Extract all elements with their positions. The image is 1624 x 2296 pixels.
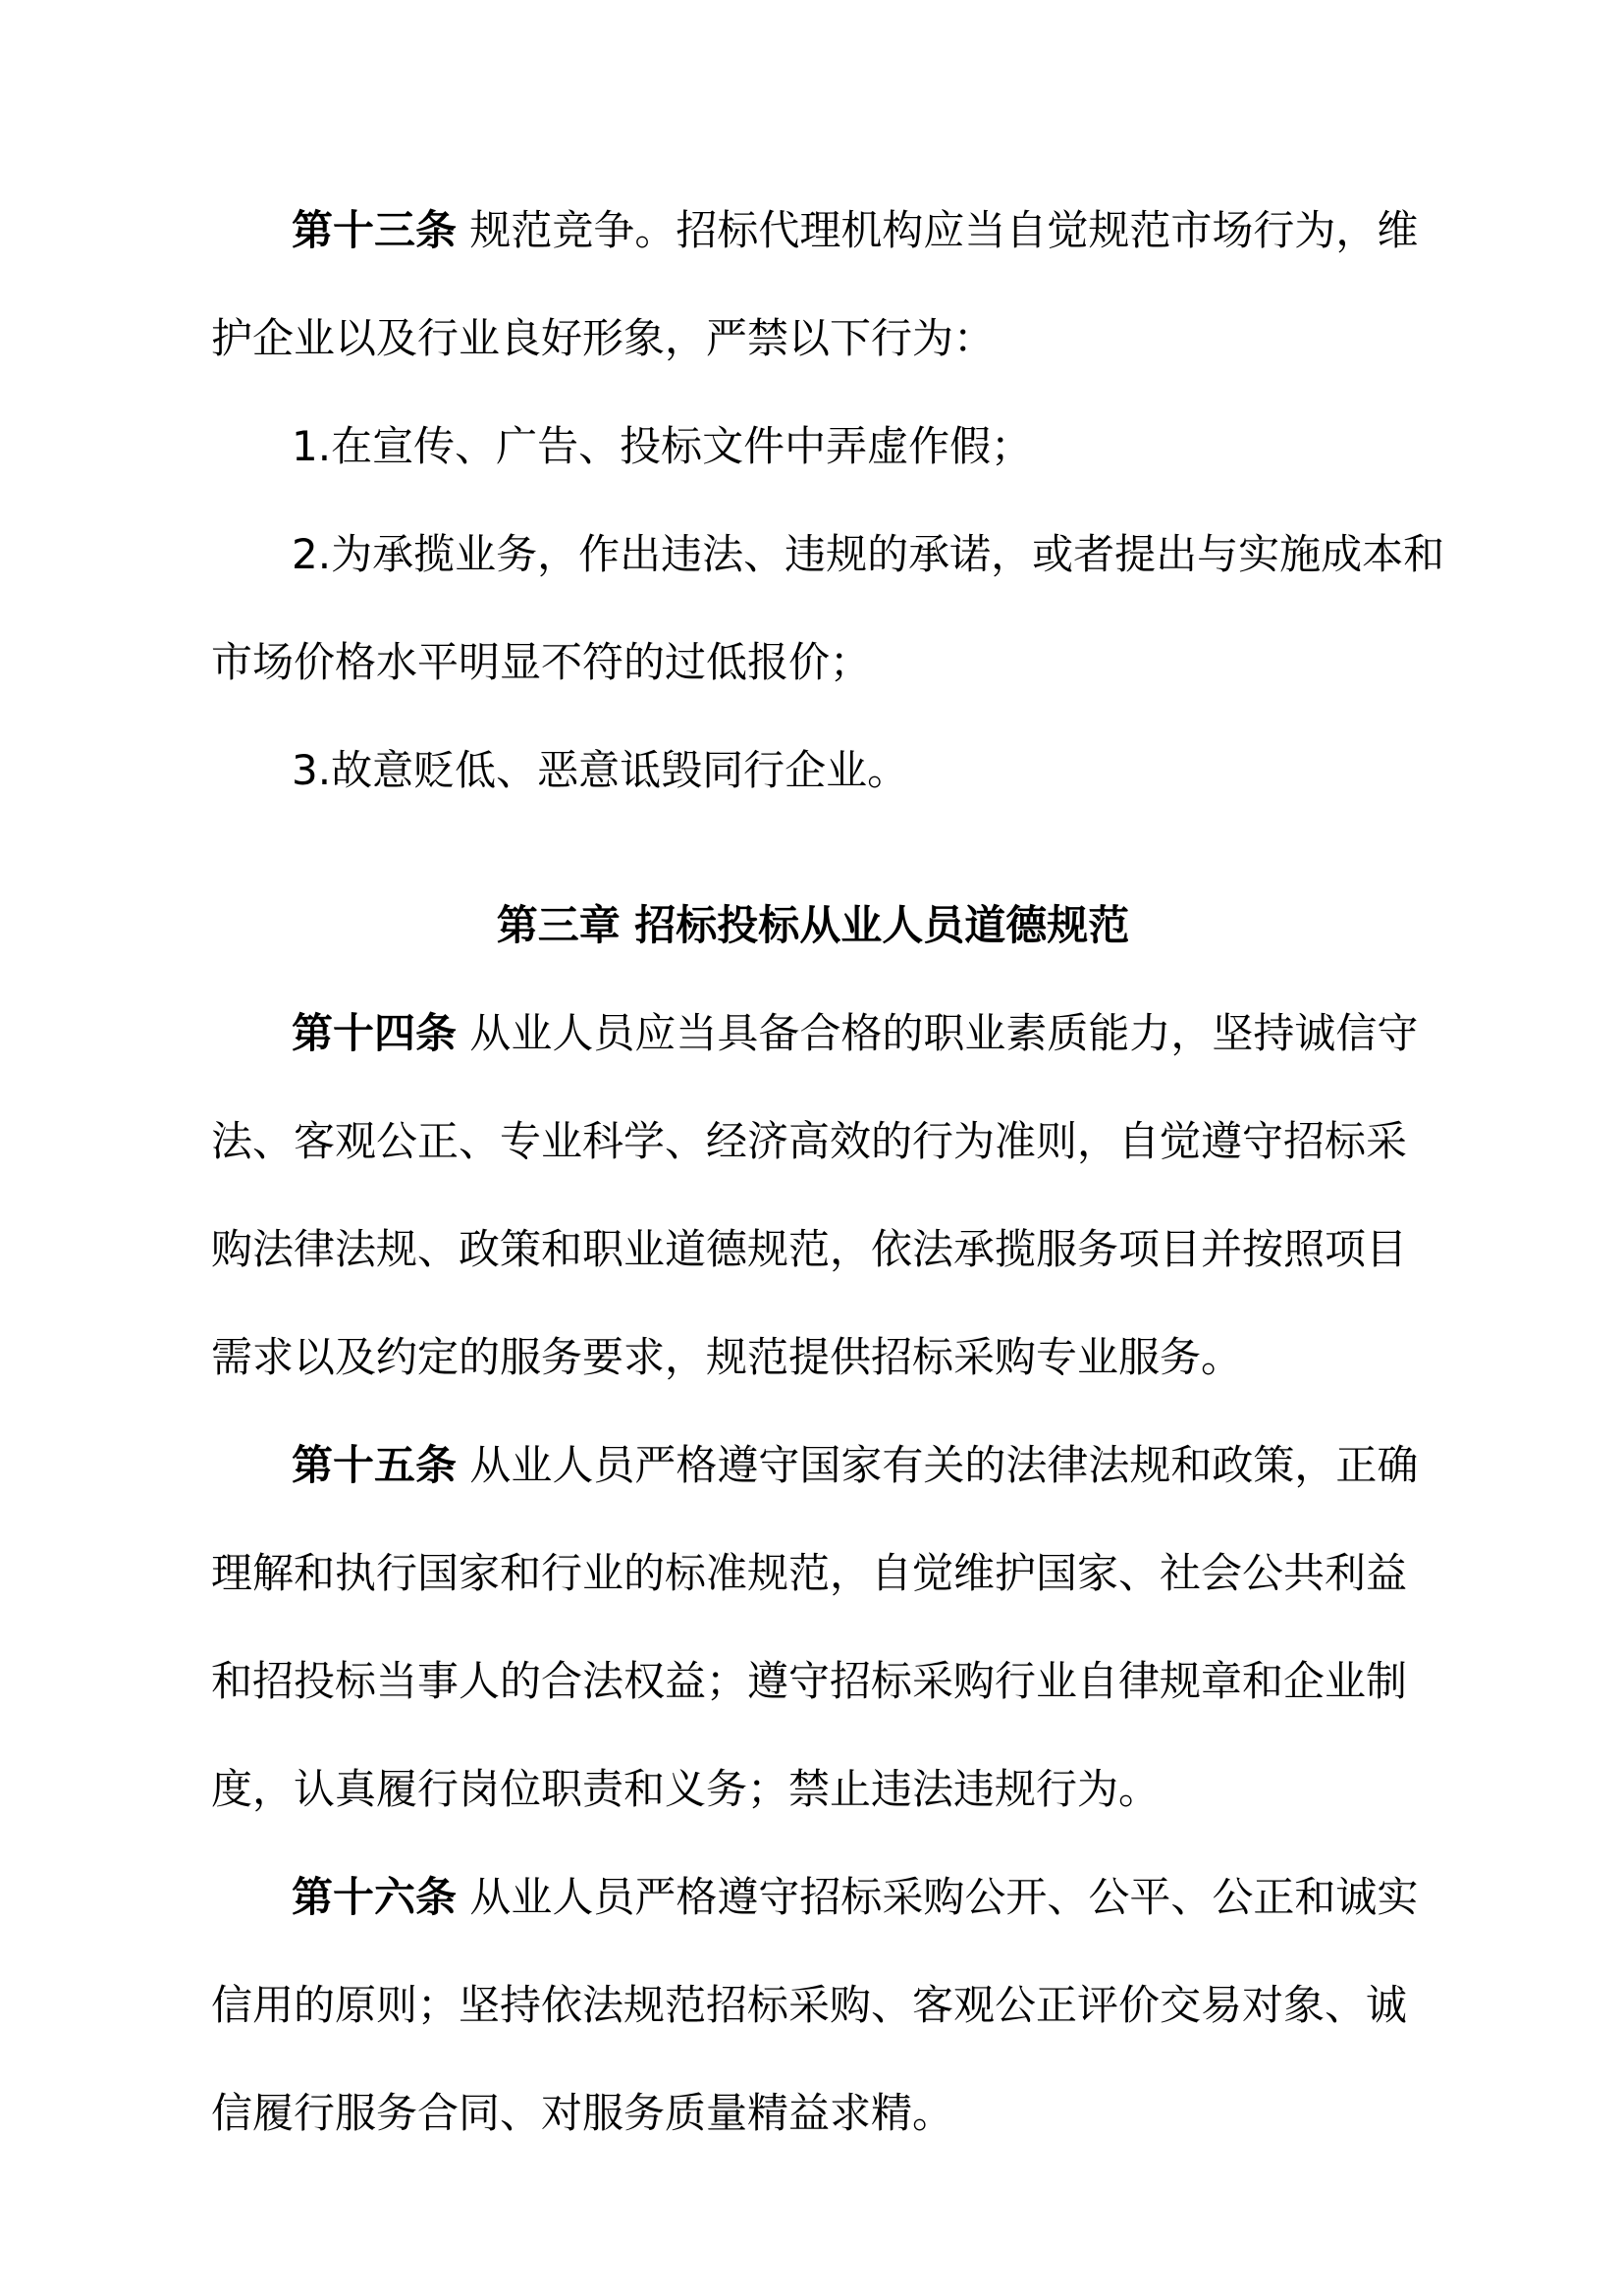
article-14-line-4 (211, 1304, 1415, 1412)
article-13-text-2: 护企业以及行业良好形象，严禁以下行为： (211, 314, 996, 362)
article-15-text-3: 和招投标当事人的合法权益；遵守招标采购行业自律规章和企业制 (211, 1657, 1408, 1705)
article-13-line-1 (211, 177, 1419, 285)
article-16-text-2: 信用的原则；坚持依法规范招标采购、客观公正评价交易对象、诚 (211, 1981, 1408, 2029)
article-13-item-2-text-2: 市场价格水平明显不符的过低报价； (211, 638, 872, 686)
article-14-text-3: 购法律法规、政策和职业道德规范，依法承揽服务项目并按照项目 (211, 1225, 1408, 1273)
article-14-line-1 (211, 980, 1419, 1088)
article-14-text-2: 法、客观公正、专业科学、经济高效的行为准则，自觉遵守招标采 (211, 1117, 1408, 1165)
article-15-text-4: 度，认真履行岗位职责和义务；禁止违法违规行为。 (211, 1765, 1161, 1813)
article-13-item-1-text: 1.在宣传、广告、投标文件中弄虚作假； (292, 422, 1033, 470)
article-13-item-3-text: 3.故意贬低、恶意诋毁同行企业。 (292, 746, 909, 794)
chapter-3-heading-text: 第三章 招标投标从业人员道德规范 (496, 901, 1130, 949)
article-13-item-1 (211, 393, 1415, 501)
article-15-text-1: 从业人员严格遵守国家有关的法律法规和政策，正确 (457, 1441, 1419, 1489)
article-14-number: 第十四条 (292, 1009, 458, 1057)
article-13-item-2-line-1 (211, 501, 1445, 609)
article-16-number: 第十六条 (292, 1873, 458, 1921)
chapter-3-heading (211, 872, 1415, 980)
article-13-item-2-text-1: 2.为承揽业务，作出违法、违规的承诺，或者提出与实施成本和 (292, 530, 1445, 578)
article-16-text-1: 从业人员严格遵守招标采购公开、公平、公正和诚实 (457, 1873, 1419, 1921)
article-15-line-2 (211, 1520, 1415, 1628)
article-15-number: 第十五条 (292, 1441, 458, 1489)
article-15-line-3 (211, 1628, 1415, 1735)
article-14-text-1: 从业人员应当具备合格的职业素质能力，坚持诚信守 (457, 1009, 1419, 1057)
article-14-line-3 (211, 1196, 1415, 1304)
article-13-number: 第十三条 (292, 206, 458, 254)
article-15-text-2: 理解和执行国家和行业的标准规范，自觉维护国家、社会公共利益 (211, 1549, 1408, 1597)
article-13-item-2-line-2 (211, 609, 1415, 717)
article-16-line-1 (211, 1843, 1419, 1951)
article-14-text-4: 需求以及约定的服务要求，规范提供招标采购专业服务。 (211, 1333, 1243, 1381)
article-13-text-1: 规范竞争。招标代理机构应当自觉规范市场行为，维 (457, 206, 1419, 254)
article-13-item-3 (211, 717, 1415, 825)
article-16-text-3: 信履行服务合同、对服务质量精益求精。 (211, 2089, 954, 2137)
article-16-line-2 (211, 1951, 1415, 2059)
article-15-line-4 (211, 1735, 1415, 1843)
article-14-line-2 (211, 1088, 1415, 1196)
article-13-line-2 (211, 285, 1415, 393)
article-16-line-3 (211, 2059, 1415, 2167)
document-body (211, 177, 1445, 2167)
article-15-line-1 (211, 1412, 1419, 1520)
